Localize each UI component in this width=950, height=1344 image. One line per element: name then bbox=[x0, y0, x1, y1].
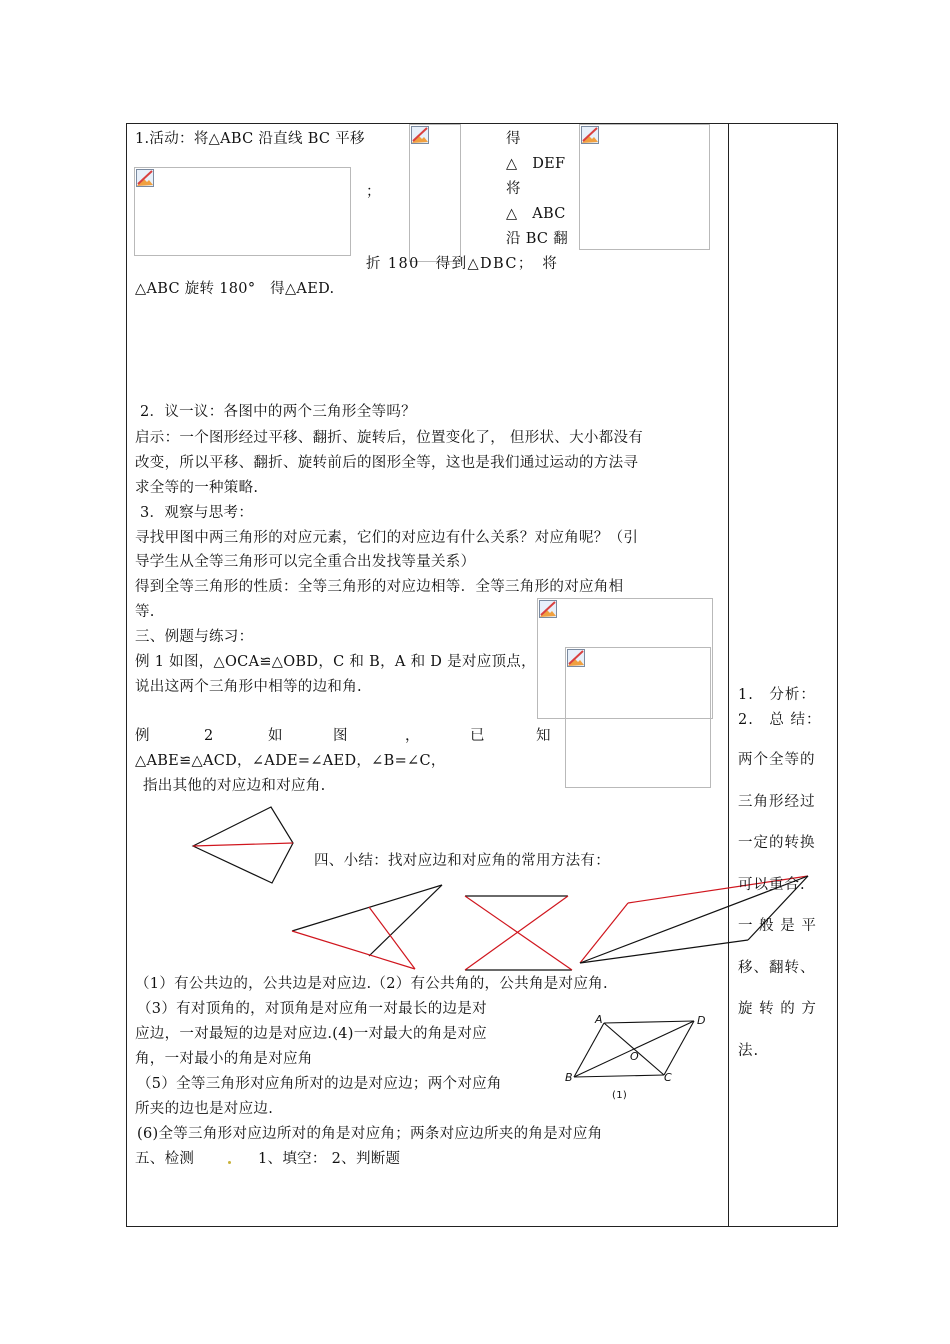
summary-line-5: （5）全等三角形对应角所对的边是对应边；两个对应角 bbox=[137, 1076, 502, 1092]
observe-line-2: 导学生从全等三角形可以完全重合出发找等量关系） bbox=[135, 554, 476, 570]
discuss-hint-2: 改变，所以平移、翻折、旋转前后的图形全等，这也是我们通过运动的方法寻 bbox=[135, 455, 639, 471]
activity-col-5: 沿 BC 翻 bbox=[506, 231, 569, 247]
summary-line-6: 所夹的边也是对应边. bbox=[135, 1101, 274, 1117]
summary-line-7: (6)全等三角形对应边所对的角是对应角；两条对应边所夹的角是对应角 bbox=[137, 1126, 603, 1142]
example2-w2: 2 bbox=[204, 728, 214, 744]
summary-line-3: 应边，一对最短的边是对应边.(4)一对最大的角是对应 bbox=[135, 1026, 487, 1042]
side-line-7: 一 般 是 平 bbox=[738, 918, 817, 934]
summary-line-2: （3）有对顶角的，对顶角是对应角一对最长的边是对 bbox=[137, 1001, 487, 1017]
label-b: B bbox=[565, 1071, 573, 1084]
example1-line-1: 例 1 如图，△OCA≌△OBD，C 和 B，A 和 D 是对应顶点， bbox=[135, 654, 536, 670]
discuss-title: 2．议一议：各图中的两个三角形全等吗？ bbox=[140, 404, 416, 420]
side-line-2: 2. 总 结： bbox=[738, 712, 822, 728]
side-line-9: 旋 转 的 方 bbox=[738, 1001, 817, 1017]
label-d: D bbox=[697, 1014, 706, 1027]
side-line-4: 三角形经过 bbox=[738, 794, 816, 810]
label-o: O bbox=[630, 1050, 639, 1063]
example2-w1: 例 bbox=[135, 728, 150, 744]
side-line-1: 1. 分析： bbox=[738, 687, 816, 703]
examples-title: 三、例题与练习： bbox=[135, 629, 254, 645]
summary-line-4: 角，一对最小的角是对应角 bbox=[135, 1051, 313, 1067]
activity-col-2: △ DEF bbox=[506, 156, 566, 172]
side-line-5: 一定的转换 bbox=[738, 835, 816, 851]
test-title: 五、检测 bbox=[135, 1151, 195, 1167]
example2-line-2: △ABE≌△ACD，∠ADE=∠AED，∠B=∠C， bbox=[135, 753, 446, 769]
figure-caption: (1) bbox=[612, 1090, 628, 1101]
observe-line-1: 寻找甲图中两三角形的对应元素，它们的对应边有什么关系？对应角呢？（引 bbox=[135, 530, 639, 546]
example2-w6: 已 bbox=[470, 728, 485, 744]
activity-semicolon: ； bbox=[366, 184, 381, 200]
side-line-3: 两个全等的 bbox=[738, 752, 816, 768]
observe-title: 3．观察与思考： bbox=[140, 505, 254, 521]
example2-w3: 如 bbox=[268, 728, 283, 744]
example1-line-2: 说出这两个三角形中相等的边和角. bbox=[135, 679, 362, 695]
observe-line-4: 等. bbox=[135, 604, 155, 620]
label-a: A bbox=[595, 1013, 603, 1026]
example2-w4: 图 bbox=[333, 728, 348, 744]
activity-rotate-line: △ABC 旋转 180° 得△AED. bbox=[135, 281, 335, 297]
test-items: 1、填空： 2、判断题 bbox=[258, 1151, 401, 1167]
example2-w5: ， bbox=[405, 728, 420, 744]
observe-line-3: 得到全等三角形的性质：全等三角形的对应边相等．全等三角形的对应角相 bbox=[135, 579, 624, 595]
summary-title: 四、小结：找对应边和对应角的常用方法有： bbox=[314, 853, 610, 869]
summary-line-1: （1）有公共边的，公共边是对应边.（2）有公共角的，公共角是对应角. bbox=[135, 976, 608, 992]
side-line-8: 移、翻转、 bbox=[738, 960, 816, 976]
discuss-hint-3: 求全等的一种策略. bbox=[135, 480, 259, 496]
label-c: C bbox=[664, 1071, 672, 1084]
example2-line-3: 指出其他的对应边和对应角. bbox=[143, 778, 326, 794]
activity-col-4: △ ABC bbox=[506, 206, 566, 222]
activity-fold-line: 折 180 得到△DBC； 将 bbox=[366, 256, 559, 272]
activity-col-3: 将 bbox=[506, 181, 521, 197]
side-line-10: 法. bbox=[738, 1043, 760, 1059]
activity-line1: 1.活动：将△ABC 沿直线 BC 平移 bbox=[135, 131, 365, 147]
side-line-6: 可以重合. bbox=[738, 877, 806, 893]
activity-col-1: 得 bbox=[506, 131, 521, 147]
example2-w7: 知 bbox=[536, 728, 551, 744]
discuss-hint-1: 启示：一个图形经过平移、翻折、旋转后，位置变化了， 但形状、大小都没有 bbox=[135, 430, 644, 446]
